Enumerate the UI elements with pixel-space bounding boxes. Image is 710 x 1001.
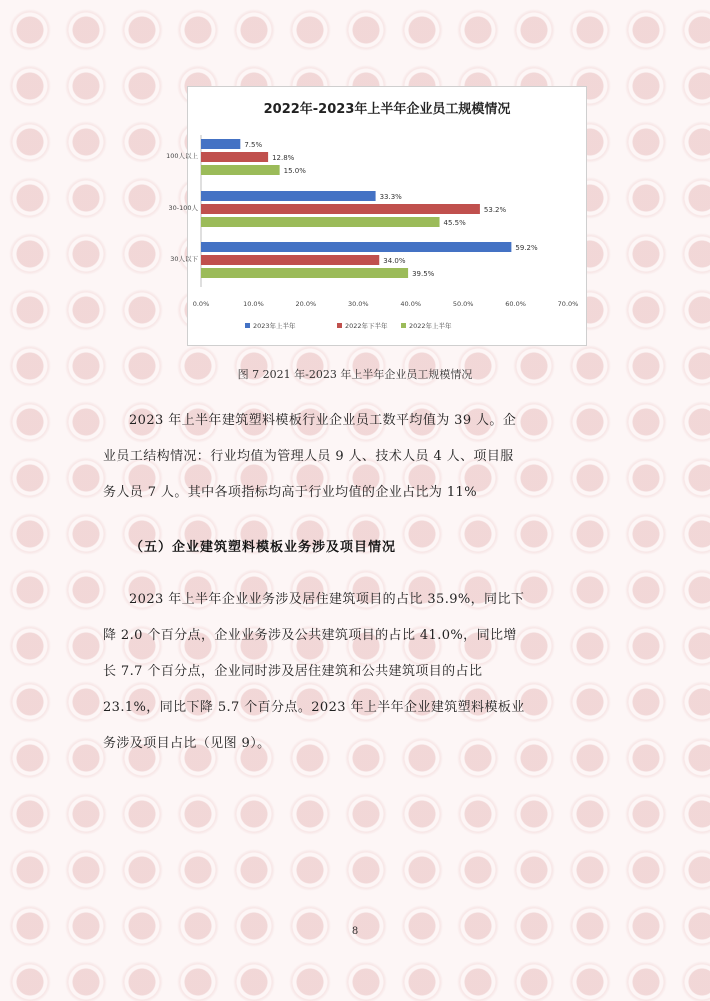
data-label: 34.0% — [383, 257, 406, 265]
bar-0-1 — [201, 152, 268, 162]
paragraph-line: 业员工结构情况：行业均值为管理人员 9 人、技术人员 4 人、项目服 — [103, 449, 514, 464]
legend-label: 2022年上半年 — [409, 322, 452, 330]
legend-swatch — [401, 323, 406, 328]
legend-swatch — [337, 323, 342, 328]
bar-1-0 — [201, 191, 376, 201]
paragraph-line: 2023 年上半年建筑塑料模板行业企业员工数平均值为 39 人。企 — [129, 413, 517, 428]
x-tick-label: 20.0% — [295, 300, 317, 308]
figure-caption: 图 7 2021 年-2023 年上半年企业员工规模情况 — [237, 368, 473, 381]
legend-label: 2022年下半年 — [345, 322, 388, 330]
paragraph-project-types — [103, 582, 608, 762]
bar-0-2 — [201, 165, 280, 175]
x-tick-label: 50.0% — [452, 300, 474, 308]
data-label: 59.2% — [515, 244, 538, 252]
paragraph-line: 务涉及项目占比（见图 9）。 — [103, 736, 271, 751]
data-label: 7.5% — [244, 141, 263, 149]
page-number: 8 — [351, 926, 359, 937]
x-tick-label: 0.0% — [192, 300, 210, 308]
data-label: 53.2% — [483, 206, 507, 214]
bar-chart — [166, 87, 586, 345]
paragraph-line: 长 7.7 个百分点，企业同时涉及居住建筑和公共建筑项目的占比 — [103, 664, 483, 679]
chart-title: 2022年-2023年上半年企业员工规模情况 — [263, 102, 511, 117]
bar-2-2 — [201, 268, 408, 278]
x-tick-label: 40.0% — [400, 300, 422, 308]
data-label: 33.3% — [379, 193, 402, 201]
paragraph-line: 2023 年上半年企业业务涉及居住建筑项目的占比 35.9%，同比下 — [129, 592, 525, 607]
x-tick-label: 70.0% — [557, 300, 579, 308]
bar-1-2 — [201, 217, 440, 227]
category-label: 30-100人 — [168, 204, 198, 212]
section-heading: （五）企业建筑塑料模板业务涉及项目情况 — [130, 540, 397, 555]
data-label: 12.8% — [272, 154, 295, 162]
category-label: 100人以上 — [166, 152, 198, 160]
bar-2-0 — [201, 242, 511, 252]
paragraph-line: 务人员 7 人。其中各项指标均高于行业均值的企业占比为 11% — [103, 485, 477, 500]
paragraph-employee-size — [103, 403, 608, 511]
legend-swatch — [245, 323, 250, 328]
paragraph-line: 23.1%，同比下降 5.7 个百分点。2023 年上半年企业建筑塑料模板业 — [103, 700, 525, 715]
bar-1-1 — [201, 204, 480, 214]
legend-label: 2023年上半年 — [253, 322, 296, 330]
category-label: 30人以下 — [170, 255, 198, 263]
x-tick-label: 30.0% — [347, 300, 369, 308]
x-tick-label: 10.0% — [243, 300, 264, 308]
data-label: 45.5% — [443, 219, 466, 227]
chart-container — [166, 86, 587, 346]
data-label: 15.0% — [283, 167, 306, 175]
paragraph-line: 降 2.0 个百分点，企业业务涉及公共建筑项目的占比 41.0%，同比增 — [103, 628, 517, 643]
bar-2-1 — [201, 255, 379, 265]
x-tick-label: 60.0% — [505, 300, 526, 308]
data-label: 39.5% — [412, 270, 435, 278]
bar-0-0 — [201, 139, 240, 149]
